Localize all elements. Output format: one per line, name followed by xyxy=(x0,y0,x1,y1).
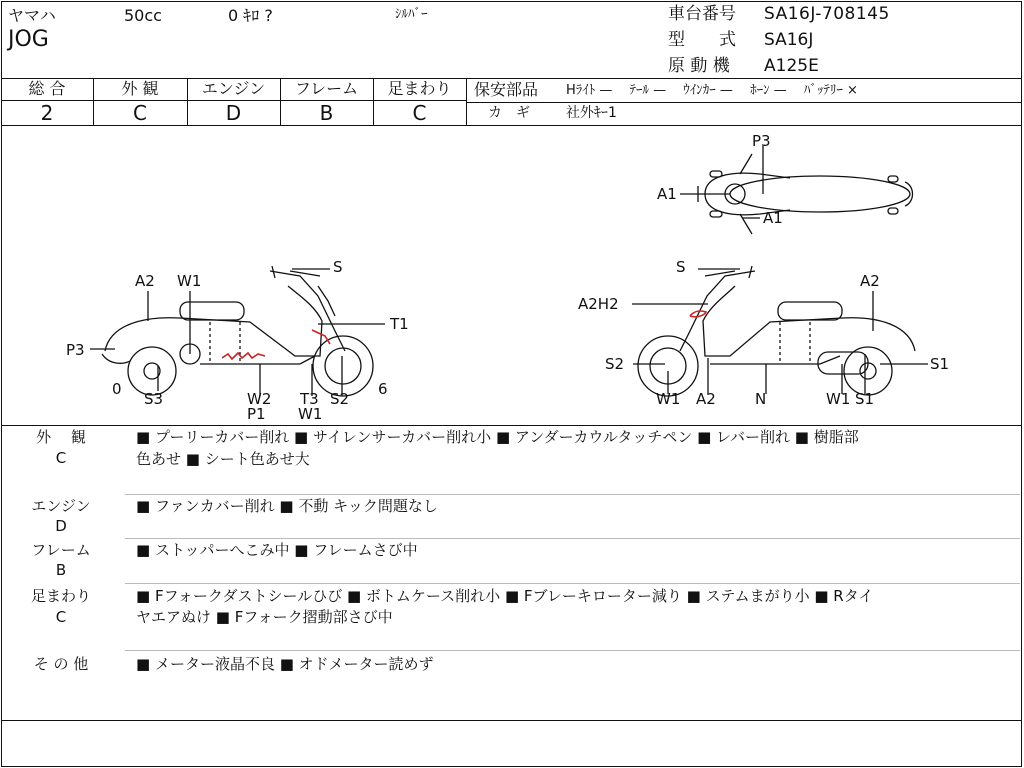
label-right-n: N xyxy=(755,390,767,408)
key-value: 社外ｷｰ1 xyxy=(566,105,617,121)
remark-grade-suspension: C xyxy=(55,608,67,626)
rule-remarks-4 xyxy=(125,650,1020,651)
label-right-a2: A2 xyxy=(860,272,880,290)
maker: ヤマハ xyxy=(8,6,56,25)
label-right-w1: W1 xyxy=(656,390,681,408)
label-left-s: S xyxy=(333,258,343,276)
remark-grade-exterior: C xyxy=(55,449,67,467)
remark-label-frame: フレーム xyxy=(31,541,91,559)
grade-value-suspension: C xyxy=(412,101,427,125)
remark-label-other: そ の 他 xyxy=(33,655,89,673)
grade-label-overall: 総 合 xyxy=(28,79,66,98)
grade-value-overall: 2 xyxy=(40,101,54,125)
grade-value-engine: D xyxy=(225,101,242,125)
label-top-a1-right: A1 xyxy=(763,209,783,227)
grade-label-exterior: 外 観 xyxy=(121,79,159,98)
label-left-p1: P1 xyxy=(247,405,266,423)
safety-items: Hﾗｲﾄ — ﾃｰﾙ — ｳｲﾝｶｰ — ﾎｰﾝ — ﾊﾞｯﾃﾘｰ × xyxy=(566,83,858,98)
rule-remarks-top xyxy=(1,425,1022,426)
remark-text-suspension-2: ヤエアぬけ ■ Fフォーク摺動部さび中 xyxy=(136,608,393,626)
label-left-p3: P3 xyxy=(66,341,85,359)
damage-mark-1 xyxy=(222,353,265,359)
frame-no: SA16J-708145 xyxy=(764,4,890,24)
remark-label-suspension: 足まわり xyxy=(30,587,91,605)
remark-text-engine-1: ■ ファンカバー削れ ■ 不動 キック問題なし xyxy=(136,497,438,515)
remark-grade-engine: D xyxy=(55,517,67,535)
remark-label-engine: エンジン xyxy=(31,497,91,515)
top-view xyxy=(698,154,913,234)
label-right-w1b: W1 xyxy=(826,390,851,408)
engine-label: 原 動 機 xyxy=(668,56,730,76)
grade-label-frame: フレーム xyxy=(294,79,359,98)
label-right-a2h2: A2H2 xyxy=(578,295,619,313)
label-right-s: S xyxy=(676,258,686,276)
key-label: カ ギ xyxy=(488,105,530,121)
grade-divider-5 xyxy=(466,78,467,125)
label-left-w1b: W1 xyxy=(298,405,323,423)
label-left-s3: S3 xyxy=(144,390,164,408)
rule-remarks-1 xyxy=(125,494,1020,495)
label-left-6: 6 xyxy=(378,380,388,398)
label-left-a2: A2 xyxy=(135,272,155,290)
label-top-a1-left: A1 xyxy=(657,185,677,203)
rule-remarks-2 xyxy=(125,538,1020,539)
frame-no-label: 車台番号 xyxy=(668,4,736,24)
remark-text-exterior-2: 色あせ ■ シート色あせ大 xyxy=(136,450,310,468)
remark-label-exterior: 外 観 xyxy=(36,428,86,446)
label-top-p3: P3 xyxy=(752,132,771,150)
grade-value-frame: B xyxy=(319,101,334,125)
remark-text-exterior-1: ■ プーリーカバー削れ ■ サイレンサーカバー削れ小 ■ アンダーカウルタッチペン ■ レバー削れ ■ 樹脂部 xyxy=(136,428,859,446)
mileage: 0 ｷﾛ ? xyxy=(228,6,273,25)
label-right-s2: S2 xyxy=(605,355,625,373)
label-left-w1: W1 xyxy=(177,272,202,290)
label-right-a2b: A2 xyxy=(696,390,716,408)
grade-label-suspension: 足まわり xyxy=(387,79,452,98)
grade-label-engine: エンジン xyxy=(201,79,266,98)
label-left-t1: T1 xyxy=(390,315,409,333)
remark-text-other-1: ■ メーター液晶不良 ■ オドメーター読めず xyxy=(136,655,434,673)
label-left-s2: S2 xyxy=(330,390,350,408)
leader-lines xyxy=(90,146,928,396)
model-name: JOG xyxy=(8,27,49,52)
type-value: SA16J xyxy=(764,30,814,50)
label-right-s1b: S1 xyxy=(855,390,875,408)
scooter-diagram xyxy=(0,126,1024,426)
grade-value-exterior: C xyxy=(133,101,147,125)
label-left-w2: W2 xyxy=(247,390,272,408)
type-label: 型 式 xyxy=(668,30,736,50)
rule-remarks-bottom xyxy=(1,720,1022,721)
label-right-s1: S1 xyxy=(930,355,950,373)
displacement: 50cc xyxy=(124,6,162,25)
engine-value: A125E xyxy=(764,56,819,76)
label-left-t3: T3 xyxy=(300,390,319,408)
rule-remarks-3 xyxy=(125,583,1020,584)
rule-safety-mid xyxy=(466,102,1022,103)
remark-text-frame-1: ■ ストッパーへこみ中 ■ フレームさび中 xyxy=(136,541,418,559)
label-left-0: 0 xyxy=(112,380,122,398)
color: ｼﾙﾊﾞｰ xyxy=(395,7,428,22)
remark-text-suspension-1: ■ Fフォークダストシールひび ■ ボトムケース削れ小 ■ Fブレーキローター減り ■ ステムまがり小 ■ Rタイ xyxy=(136,587,874,605)
remark-grade-frame: B xyxy=(55,561,67,579)
safety-title: 保安部品 xyxy=(474,80,539,99)
